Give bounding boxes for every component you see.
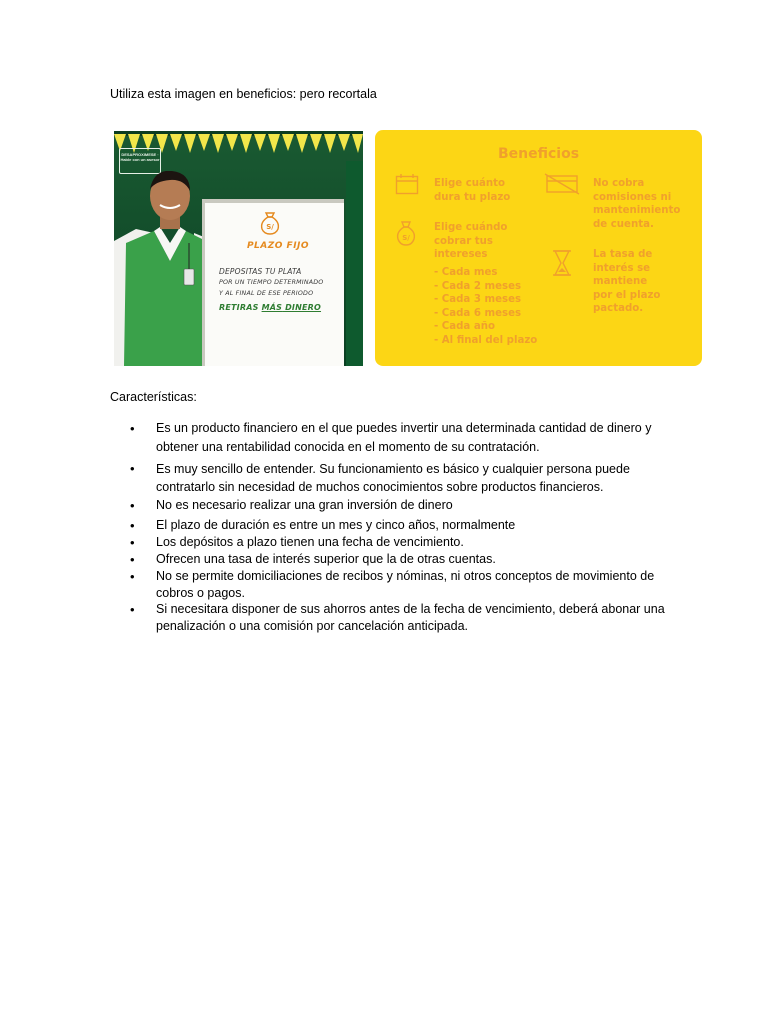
money-bag-icon xyxy=(259,211,281,235)
money-bag-icon xyxy=(395,220,417,246)
board-highlight-part: DINERO xyxy=(282,303,322,312)
benefit-option: - Cada 3 meses xyxy=(434,294,522,305)
list-item-text: Es un producto financiero en el que puedes invertir una determinada cantidad de dinero y obtener una rentabilidad conocida en el momento de su contratación. xyxy=(156,421,652,454)
calendar-icon xyxy=(395,173,419,195)
benefit-option: - Cada año xyxy=(434,321,495,332)
background-wall xyxy=(346,161,363,366)
bullet-icon: • xyxy=(130,569,135,584)
list-item-text: No se permite domiciliaciones de recibos y nóminas, ni otros conceptos de movimiento de cobros o pagos. xyxy=(156,569,655,600)
board-line: POR UN TIEMPO DETERMINADO xyxy=(219,279,324,286)
promo-stamp: DESAPROXIMESE · Hable con un asesor xyxy=(119,148,161,174)
board-line: Y AL FINAL DE ESE PERIODO xyxy=(219,290,314,297)
no-card-icon xyxy=(544,173,580,195)
characteristics-title: Características: xyxy=(110,390,197,404)
benefit-plazo: Elige cuánto dura tu plazo xyxy=(434,178,511,203)
svg-text:S/: S/ xyxy=(402,234,410,242)
bullet-icon: • xyxy=(130,498,135,513)
plazo-fijo-photo xyxy=(114,131,363,366)
flipchart-board xyxy=(202,199,344,366)
list-item-text: Los depósitos a plazo tienen una fecha de vencimiento. xyxy=(156,535,464,549)
benefit-option: - Cada 6 meses xyxy=(434,307,522,319)
benefit-option: - Al final del plazo xyxy=(434,334,538,346)
list-item-text: No es necesario realizar una gran inversión de dinero xyxy=(156,498,453,512)
benefits-panel xyxy=(375,130,702,366)
benefit-cobro: Elige cuándo cobrar tus intereses xyxy=(434,222,508,260)
intro-note: Utiliza esta imagen en beneficios: pero recortala xyxy=(110,87,377,101)
board-title: PLAZO FIJO xyxy=(246,241,310,251)
board-line: DEPOSITAS TU PLATA xyxy=(219,267,302,276)
benefit-option: - Cada 2 meses xyxy=(434,280,522,292)
list-item-text: Es muy sencillo de entender. Su funcionamiento es básico y cualquier persona puede contratarlo sin necesidad de muchos conocimientos sobre productos financieros. xyxy=(156,462,630,494)
benefit-comisiones: No cobra comisiones ni mantenimiento de cuenta. xyxy=(593,178,681,230)
benefit-options-list xyxy=(434,266,537,347)
benefit-option: - Cada mes xyxy=(434,267,498,278)
benefits-title: Beneficios xyxy=(497,146,580,162)
list-item-text: Ofrecen una tasa de interés superior que la de otras cuentas. xyxy=(156,552,496,566)
svg-text:S/: S/ xyxy=(266,223,274,231)
board-highlight-part: RETIRAS xyxy=(219,303,262,312)
bullet-icon: • xyxy=(130,535,135,550)
list-item-text: Si necesitara disponer de sus ahorros antes de la fecha de vencimiento, deberá abonar una penalización o una comisión por cancelación anticipada. xyxy=(156,602,665,633)
benefit-tasa: La tasa de interés se mantiene por el plazo pactado. xyxy=(593,249,661,314)
hourglass-icon xyxy=(551,249,573,277)
bullet-icon: • xyxy=(130,602,135,617)
bullet-icon: • xyxy=(130,518,135,533)
board-highlight-line xyxy=(219,303,339,313)
bullet-icon: • xyxy=(130,552,135,567)
bullet-icon: • xyxy=(130,421,135,436)
list-item-text: El plazo de duración es entre un mes y cinco años, normalmente xyxy=(156,518,516,532)
board-highlight-part: MÁS xyxy=(261,303,283,312)
bullet-icon: • xyxy=(130,461,135,476)
